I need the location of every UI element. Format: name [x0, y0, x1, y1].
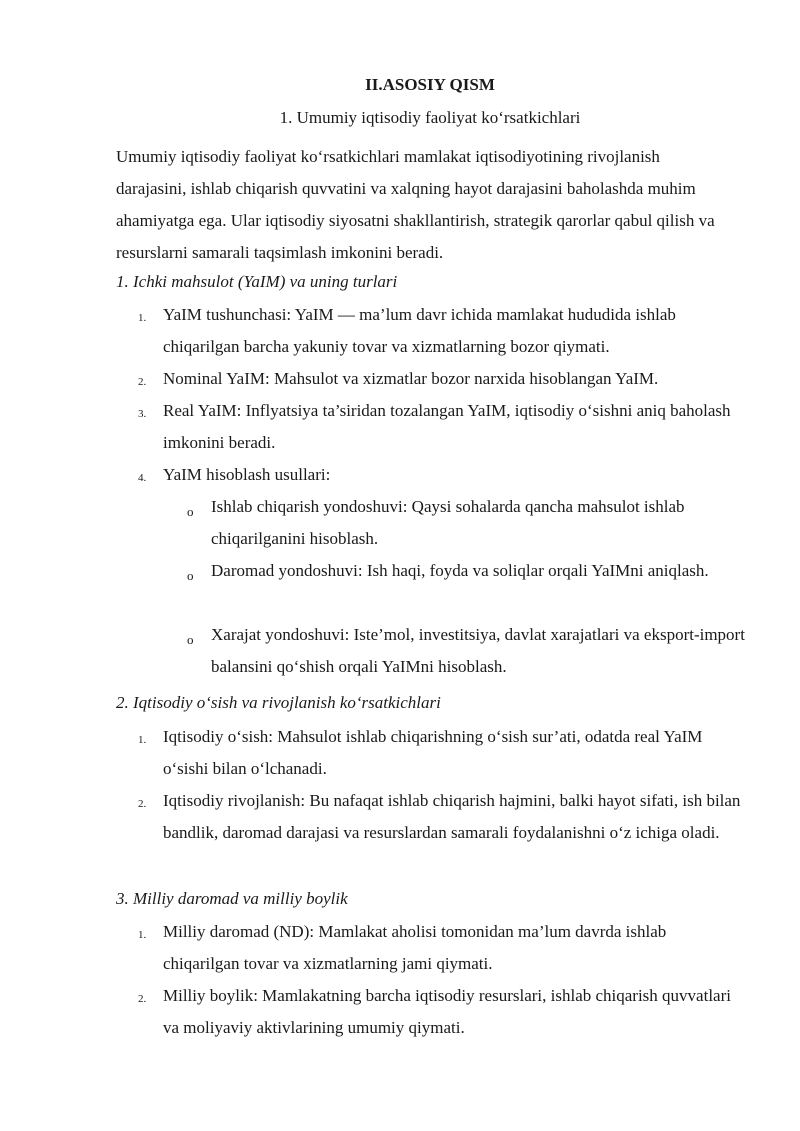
sub-list-item: Ishlab chiqarish yondoshuvi: Qaysi sohalarda qancha mahsulot ishlab chiqarilganini hisoblash.	[211, 497, 685, 548]
list-item: Iqtisodiy rivojlanish: Bu nafaqat ishlab chiqarish hajmini, balki hayot sifati, ish bilan bandlik, daromad darajasi va resurslardan samarali foydalanishni oʻz ichiga oladi.	[163, 791, 741, 842]
chapter-subtitle: 1. Umumiy iqtisodiy faoliyat koʻrsatkichlari	[279, 108, 581, 127]
sub-list-item: Xarajat yondoshuvi: Iste’mol, investitsiya, davlat xarajatlari va eksport-import balansini qoʻshish orqali YaIMni hisoblash.	[211, 625, 745, 676]
list-item: YaIM tushunchasi: YaIM — ma’lum davr ichida mamlakat hududida ishlab chiqarilgan barcha yakuniy tovar va xizmatlarning bozor qiymati.	[163, 305, 676, 356]
list-item: Milliy daromad (ND): Mamlakat aholisi tomonidan ma’lum davrda ishlab chiqarilgan tovar va xizmatlarning jami qiymati.	[163, 922, 667, 973]
list-number: 4.	[138, 472, 147, 484]
section-heading-1: 1. Ichki mahsulot (YaIM) va uning turlari	[116, 272, 398, 291]
section-heading-2: 2. Iqtisodiy oʻsish va rivojlanish koʻrsatkichlari	[116, 693, 441, 712]
list-item: Iqtisodiy oʻsish: Mahsulot ishlab chiqarishning oʻsish sur’ati, odatda real YaIM oʻsishi bilan oʻlchanadi.	[163, 727, 703, 778]
sub-list-item: Daromad yondoshuvi: Ish haqi, foyda va soliqlar orqali YaIMni aniqlash.	[211, 561, 709, 580]
list-number: 1.	[138, 734, 147, 746]
bullet-marker: o	[187, 632, 194, 647]
bullet-marker: o	[187, 568, 194, 583]
list-number: 2.	[138, 376, 147, 388]
list-item: Milliy boylik: Mamlakatning barcha iqtisodiy resurslari, ishlab chiqarish quvvatlari va moliyaviy aktivlarining umumiy qiymati.	[163, 986, 731, 1037]
list-number: 1.	[138, 312, 147, 324]
list-number: 3.	[138, 408, 147, 420]
bullet-marker: o	[187, 504, 194, 519]
intro-paragraph: Umumiy iqtisodiy faoliyat koʻrsatkichlari mamlakat iqtisodiyotining rivojlanish darajasini, ishlab chiqarish quvvatini va xalqning hayot darajasini baholashda muhim ahamiyatga ega. Ular iqtisodiy siyosatni shakllantirish, strategik qarorlar qabul qilish va resurslarni samarali taqsimlash imkonini beradi.	[116, 147, 715, 262]
list-item: YaIM hisoblash usullari:	[163, 465, 331, 484]
list-number: 1.	[138, 929, 147, 941]
list-number: 2.	[138, 993, 147, 1005]
section-heading-3: 3. Milliy daromad va milliy boylik	[116, 889, 348, 908]
list-item: Nominal YaIM: Mahsulot va xizmatlar bozor narxida hisoblangan YaIM.	[163, 369, 659, 388]
list-number: 2.	[138, 798, 147, 810]
page-title: II.ASOSIY QISM	[365, 75, 495, 94]
list-item: Real YaIM: Inflyatsiya ta’siridan tozalangan YaIM, iqtisodiy oʻsishni aniq baholash imkonini beradi.	[163, 401, 731, 452]
